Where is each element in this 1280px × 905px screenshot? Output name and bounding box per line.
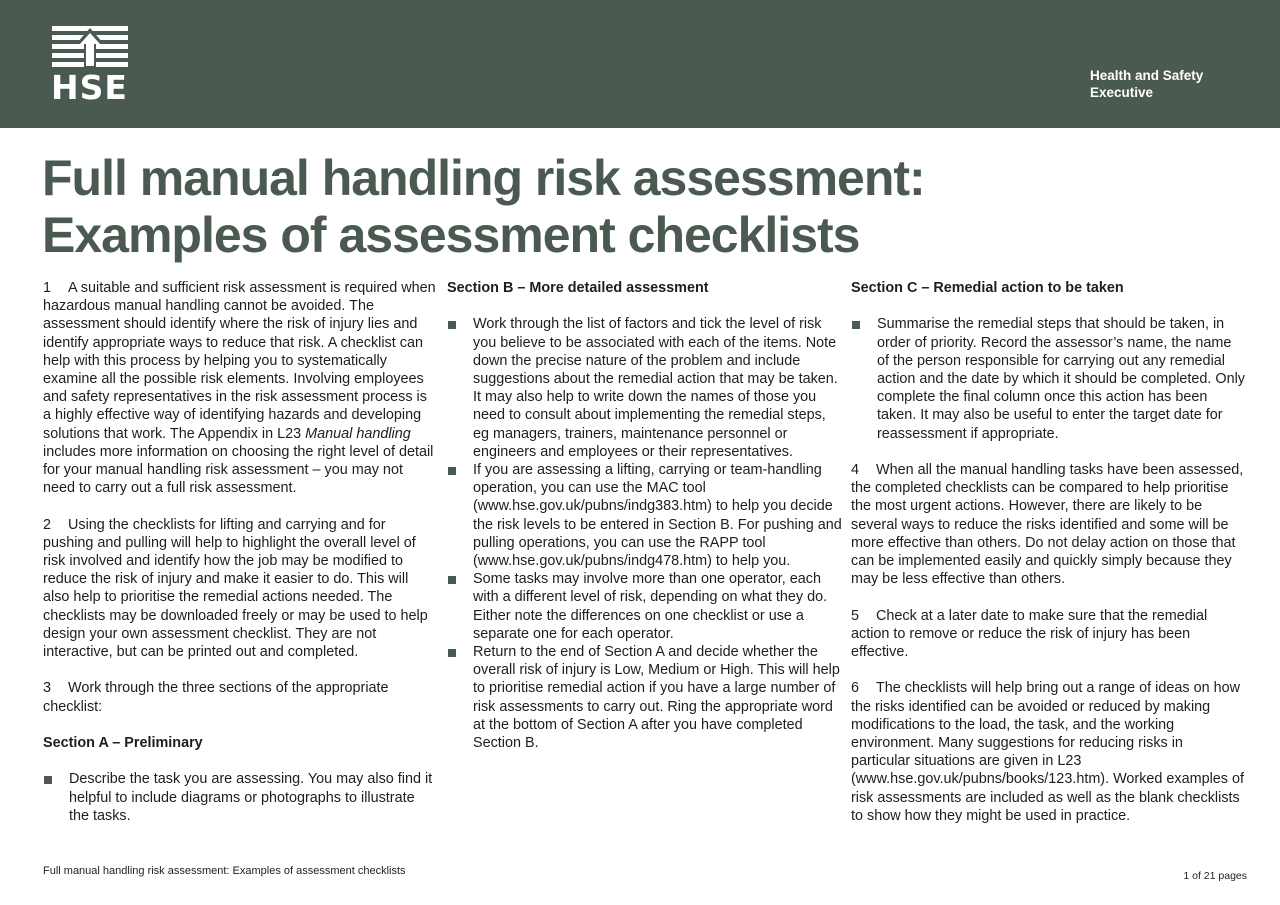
hse-logo-text: HSE (51, 68, 128, 107)
column-2 (447, 279, 842, 752)
org-name-line2: Executive (1090, 85, 1154, 100)
section-a-heading: Section A – Preliminary (43, 735, 203, 752)
organisation-name (1090, 67, 1250, 101)
column-1 (43, 279, 438, 825)
org-name-line1: Health and Safety (1090, 68, 1204, 83)
section-c-heading: Section C – Remedial action to be taken (851, 280, 1124, 296)
paragraph-text: Check at a later date to make sure that the remedial action to remove or reduce the risk of injury has been effective. (851, 607, 1208, 661)
list-item: Some tasks may involve more than one operator, each with a different level of risk, depending on what they do. Either note the differences on one checklist or use a separate one for each operator. (447, 570, 842, 643)
section-b-heading: Section B – More detailed assessment (447, 280, 709, 296)
paragraph-text: A suitable and sufficient risk assessment is required when hazardous manual handling cannot be avoided. The assessment should identify where the risk of injury lies and identify appropriate ways to reduce that risk. A checklist can help with this process by helping you to systematically examine all the possible risk elements. Involving employees and safety representatives in the risk assessment process is a highly effective way of identifying hazards and developing solutions that work. The Appendix in L23 (43, 280, 436, 442)
section-c-list (851, 315, 1246, 442)
section-a-list (43, 770, 438, 825)
paragraph-number: 1 (43, 280, 52, 296)
list-item: Return to the end of Section A and decide whether the overall risk of injury is Low, Medium or High. This will help to prioritise remedial action if you have a large number of risk assessments to carry out. Ring the appropriate word at the bottom of Section A after you have completed Section B. (447, 643, 842, 752)
paragraph-text: The checklists will help bring out a range of ideas on how the risks identified can be avoided or reduced by making modifications to the load, the task, and the working environment. Many suggestions for reducing risks in particular situations are given in L23 (www.hse.gov.uk/pubns/books/123.htm). Worked examples of risk assessments are included as well as the blank checklists to show how they might be used in practice. (851, 680, 1245, 824)
paragraph-number: 2 (43, 516, 52, 533)
paragraph-number: 3 (43, 680, 52, 697)
paragraph-3 (43, 679, 438, 715)
paragraph-number: 5 (851, 607, 860, 624)
paragraph-number: 4 (851, 462, 860, 478)
paragraph-text: includes more information on choosing the right level of detail for your manual handling risk assessment – you may not need to carry out a full risk assessment. (43, 443, 434, 497)
footer-page-count: 1 of 21 pages (1183, 870, 1247, 882)
list-item: Summarise the remedial steps that should be taken, in order of priority. Record the assessor’s name, the name of the person responsible for carrying out any remedial action and the date by which it should be completed. Only complete the final column once this action has been taken. It may also be useful to enter the target date for reassessment if appropriate. (851, 315, 1246, 442)
paragraph-number: 6 (851, 680, 860, 697)
paragraph-6 (851, 679, 1246, 825)
paragraph-text: Work through the three sections of the appropriate checklist: (43, 680, 389, 715)
section-b-list (447, 315, 842, 752)
page-title (42, 150, 1242, 264)
paragraph-text: Using the checklists for lifting and carrying and for pushing and pulling will help to highlight the overall level of risk involved and identify how the job may be modified to reduce the risk of injury and make it easier to do. This will also help to prioritise the remedial actions needed. The checklists may be downloaded freely or may be used to help design your own assessment checklist. They are not interactive, but can be printed out and completed. (43, 516, 428, 661)
publication-title: Manual handling (305, 425, 411, 442)
header-bar (0, 0, 1280, 128)
list-item: Work through the list of factors and tick the level of risk you believe to be associated with each of the items. Note down the precise nature of the problem and include suggestions about the remedial action that may be taken. It may also help to write down the names of those you need to consult about implementing the remedial steps, eg managers, trainers, maintenance personnel or engineers and employees or their representatives. (447, 315, 842, 461)
footer-document-title: Full manual handling risk assessment: Examples of assessment checklists (43, 865, 406, 877)
title-line1: Full manual handling risk assessment: (42, 150, 925, 206)
column-3 (851, 279, 1246, 843)
paragraph-5 (851, 607, 1246, 662)
list-item: If you are assessing a lifting, carrying or team-handling operation, you can use the MAC tool (www.hse.gov.uk/pubns/indg383.htm) to help you decide the risk levels to be entered in Section B. For pushing and pulling operations, you can use the RAPP tool (www.hse.gov.uk/pubns/indg478.htm) to help you. (447, 461, 842, 570)
paragraph-1 (43, 279, 438, 497)
title-line2: Examples of assessment checklists (42, 207, 860, 263)
paragraph-4 (851, 461, 1246, 588)
paragraph-2 (43, 516, 438, 662)
paragraph-text: When all the manual handling tasks have been assessed, the completed checklists can be compared to help prioritise the most urgent actions. However, there are likely to be several ways to reduce the risks identified and some will be more effective than others. Do not delay action on those that can be implemented easily and quickly simply because they may be less effective than others. (851, 462, 1244, 588)
list-item: Describe the task you are assessing. You may also find it helpful to include diagrams or photographs to illustrate the tasks. (43, 770, 438, 825)
